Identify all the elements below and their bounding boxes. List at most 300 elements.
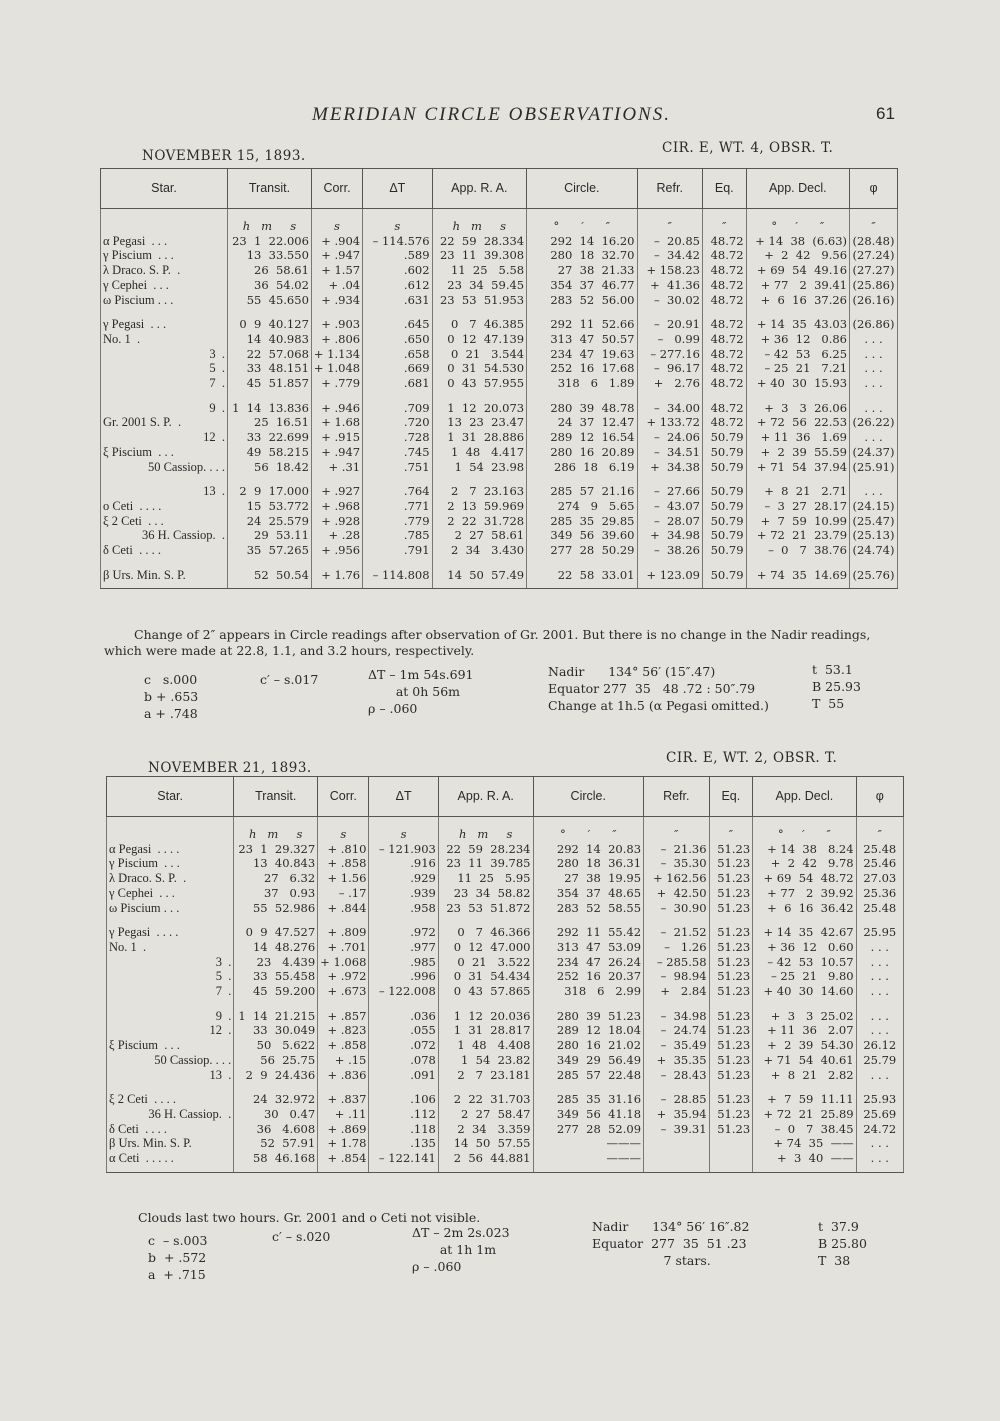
- cell-app-decl: – 25 21 9.80: [753, 969, 856, 984]
- cell-refr: [637, 307, 702, 317]
- cell-corr: + 1.134: [311, 347, 362, 362]
- cell-app-decl: + 2 39 54.30: [753, 1038, 856, 1053]
- table-row: [107, 940, 904, 955]
- cell-circle: ———: [533, 1136, 644, 1151]
- cell-eq: 50.79: [702, 543, 746, 558]
- cell-transit: 1 14 21.215: [234, 1009, 318, 1024]
- cell-app-decl: – 0 7 38.76: [746, 543, 849, 558]
- cell-delta-t: .771: [363, 499, 432, 514]
- cell-eq: 50.79: [702, 445, 746, 460]
- cell-corr: + .857: [318, 1009, 369, 1024]
- cell-eq: 48.72: [702, 401, 746, 416]
- cell-eq: 48.72: [702, 248, 746, 263]
- cell-corr: + .673: [318, 984, 369, 999]
- cell-app-decl: + 69 54 49.16: [746, 263, 849, 278]
- cell-app-decl: [746, 474, 849, 484]
- cell-star: 7 .: [101, 376, 228, 391]
- cell-delta-t: [363, 391, 432, 401]
- row-spacer: [107, 999, 904, 1009]
- cell-app-decl: + 14 38 (6.63): [746, 234, 849, 249]
- cell-circle: [527, 307, 637, 317]
- cell-transit: 56 18.42: [228, 460, 312, 475]
- cell-app-decl: [746, 391, 849, 401]
- cell-transit: 56 25.75: [234, 1053, 318, 1068]
- unit-label-delta-t: s: [363, 209, 432, 234]
- cell-delta-t: [369, 999, 438, 1009]
- cell-refr: – 285.58: [644, 955, 710, 970]
- cell-circle: 27 38 19.95: [533, 871, 644, 886]
- unit-label-corr: s: [311, 209, 362, 234]
- cell-transit: 0 9 47.527: [234, 925, 318, 940]
- cell-circle: 285 35 29.85: [527, 514, 637, 529]
- cell-phi: 25.95: [856, 925, 903, 940]
- cell-transit: 14 48.276: [234, 940, 318, 955]
- cell-eq: 51.23: [709, 886, 753, 901]
- cell-corr: + .858: [318, 1038, 369, 1053]
- cell-eq: [702, 474, 746, 484]
- cell-transit: 35 57.265: [228, 543, 312, 558]
- footer-collimation-nov15: c′ – s.017: [260, 672, 319, 687]
- cell-phi: (24.37): [850, 445, 898, 460]
- column-header-refr: Refr.: [637, 169, 702, 209]
- cell-refr: – 34.51: [637, 445, 702, 460]
- cell-corr: [318, 999, 369, 1009]
- cell-app-ra: 22 59 28.334: [432, 234, 527, 249]
- cell-delta-t: .072: [369, 1038, 438, 1053]
- cell-app-ra: 2 56 44.881: [438, 1151, 533, 1172]
- table-row: [107, 1092, 904, 1107]
- cell-app-decl: + 40 30 15.93: [746, 376, 849, 391]
- cell-refr: + 133.72: [637, 415, 702, 430]
- cell-corr: + .810: [318, 842, 369, 857]
- cell-refr: + 34.98: [637, 528, 702, 543]
- cell-star: 12 .: [107, 1023, 234, 1038]
- cell-app-decl: + 77 2 39.92: [753, 886, 856, 901]
- cell-corr: + .806: [311, 332, 362, 347]
- cell-delta-t: .996: [369, 969, 438, 984]
- cell-refr: – 21.52: [644, 925, 710, 940]
- cell-circle: 280 18 32.70: [527, 248, 637, 263]
- cell-delta-t: .658: [363, 347, 432, 362]
- cell-transit: 36 4.608: [234, 1122, 318, 1137]
- cell-app-decl: + 11 36 1.69: [746, 430, 849, 445]
- cell-star: γ Pegasi . . .: [101, 317, 228, 332]
- cell-star: ξ Piscium . . .: [101, 445, 228, 460]
- cell-app-decl: + 3 3 25.02: [753, 1009, 856, 1024]
- cell-delta-t: .785: [363, 528, 432, 543]
- cell-delta-t: .977: [369, 940, 438, 955]
- cell-circle: 285 57 22.48: [533, 1068, 644, 1083]
- cell-app-ra: 2 27 58.61: [432, 528, 527, 543]
- cell-app-ra: 23 34 59.45: [432, 278, 527, 293]
- table-row: [107, 984, 904, 999]
- cell-app-ra: 2 22 31.728: [432, 514, 527, 529]
- cell-star: λ Draco. S. P. .: [101, 263, 228, 278]
- cell-eq: 51.23: [709, 940, 753, 955]
- cell-transit: 33 30.049: [234, 1023, 318, 1038]
- cell-transit: 50 5.622: [234, 1038, 318, 1053]
- cell-star: 13 .: [107, 1068, 234, 1083]
- cell-app-decl: + 2 39 55.59: [746, 445, 849, 460]
- cell-delta-t: .681: [363, 376, 432, 391]
- cell-phi: . . .: [856, 984, 903, 999]
- cell-delta-t: .779: [363, 514, 432, 529]
- cell-star: β Urs. Min. S. P.: [101, 568, 228, 589]
- table-row: [101, 361, 898, 376]
- table-row: [107, 1122, 904, 1137]
- cell-star: [107, 999, 234, 1009]
- cell-app-ra: 23 53 51.872: [438, 901, 533, 916]
- cell-delta-t: .764: [363, 484, 432, 499]
- cell-phi: (25.13): [850, 528, 898, 543]
- row-spacer: [101, 474, 898, 484]
- cell-refr: + 123.09: [637, 568, 702, 589]
- cell-delta-t: .972: [369, 925, 438, 940]
- cell-app-decl: + 74 35 ——: [753, 1136, 856, 1151]
- cell-refr: + 158.23: [637, 263, 702, 278]
- cell-circle: 349 29 56.49: [533, 1053, 644, 1068]
- cell-app-decl: [753, 1082, 856, 1092]
- cell-corr: + 1.57: [311, 263, 362, 278]
- cell-eq: [702, 391, 746, 401]
- column-header-transit: Transit.: [228, 169, 312, 209]
- cell-app-ra: 11 25 5.58: [432, 263, 527, 278]
- column-header-app-ra: App. R. A.: [438, 777, 533, 817]
- cell-transit: 37 0.93: [234, 886, 318, 901]
- cell-star: ο Ceti . . . .: [101, 499, 228, 514]
- cell-eq: 50.79: [702, 528, 746, 543]
- cell-star: 7 .: [107, 984, 234, 999]
- cell-corr: + .928: [311, 514, 362, 529]
- cell-app-ra: 1 12 20.073: [432, 401, 527, 416]
- cell-corr: + 1.68: [311, 415, 362, 430]
- cell-refr: – 30.02: [637, 293, 702, 308]
- cell-app-ra: 23 53 51.953: [432, 293, 527, 308]
- cell-app-ra: [438, 1082, 533, 1092]
- cell-phi: 27.03: [856, 871, 903, 886]
- cell-app-decl: + 36 12 0.86: [746, 332, 849, 347]
- cell-star: ξ 2 Ceti . . . .: [107, 1092, 234, 1107]
- cell-circle: 280 16 20.89: [527, 445, 637, 460]
- cell-circle: 292 11 52.66: [527, 317, 637, 332]
- cell-transit: [228, 474, 312, 484]
- cell-circle: 274 9 5.65: [527, 499, 637, 514]
- cell-eq: 48.72: [702, 278, 746, 293]
- cell-phi: 25.48: [856, 842, 903, 857]
- cell-refr: – 34.00: [637, 401, 702, 416]
- unit-label-app-ra: h m s: [432, 209, 527, 234]
- cell-delta-t: .791: [363, 543, 432, 558]
- cell-phi: 25.93: [856, 1092, 903, 1107]
- cell-circle: 285 35 31.16: [533, 1092, 644, 1107]
- cell-app-ra: 0 43 57.955: [432, 376, 527, 391]
- cell-refr: – 96.17: [637, 361, 702, 376]
- unit-label-corr: s: [318, 817, 369, 842]
- cell-circle: [533, 1082, 644, 1092]
- cell-delta-t: [363, 558, 432, 568]
- cell-corr: + .28: [311, 528, 362, 543]
- table-row: [107, 1053, 904, 1068]
- observation-table-nov21: [106, 776, 904, 1173]
- cell-refr: – 21.36: [644, 842, 710, 857]
- cell-app-decl: – 42 53 6.25: [746, 347, 849, 362]
- cell-delta-t: [363, 474, 432, 484]
- cell-delta-t: .055: [369, 1023, 438, 1038]
- cell-star: λ Draco. S. P. .: [107, 871, 234, 886]
- cell-app-decl: + 8 21 2.82: [753, 1068, 856, 1083]
- cell-star: 50 Cassiop. . . .: [101, 460, 228, 475]
- cell-circle: [527, 558, 637, 568]
- cell-corr: + .15: [318, 1053, 369, 1068]
- cell-circle: 24 37 12.47: [527, 415, 637, 430]
- cell-delta-t: – 121.903: [369, 842, 438, 857]
- cell-star: [101, 474, 228, 484]
- cell-app-decl: [746, 558, 849, 568]
- cell-delta-t: [369, 915, 438, 925]
- footer-nadir-nov21: Nadir 134° 56′ 16″.82 Equator 277 35 51 .23 7 stars.: [592, 1219, 750, 1268]
- cell-corr: + .823: [318, 1023, 369, 1038]
- cell-corr: + .04: [311, 278, 362, 293]
- cell-app-ra: 2 7 23.181: [438, 1068, 533, 1083]
- cell-refr: – 1.26: [644, 940, 710, 955]
- cell-eq: [709, 1151, 753, 1172]
- cell-transit: [228, 558, 312, 568]
- cell-refr: – 24.74: [644, 1023, 710, 1038]
- unit-label-refr: ″: [637, 209, 702, 234]
- cell-circle: 22 58 33.01: [527, 568, 637, 589]
- column-header-app-decl: App. Decl.: [753, 777, 856, 817]
- cell-star: [101, 558, 228, 568]
- cell-app-ra: 0 12 47.000: [438, 940, 533, 955]
- cell-eq: 51.23: [709, 856, 753, 871]
- cell-eq: 48.72: [702, 332, 746, 347]
- cell-star: [107, 1082, 234, 1092]
- cell-circle: 286 18 6.19: [527, 460, 637, 475]
- cell-transit: 45 59.200: [234, 984, 318, 999]
- cell-phi: 24.72: [856, 1122, 903, 1137]
- column-header-eq: Eq.: [709, 777, 753, 817]
- cell-eq: 51.23: [709, 1068, 753, 1083]
- cell-delta-t: .720: [363, 415, 432, 430]
- cell-circle: 354 37 46.77: [527, 278, 637, 293]
- cell-refr: – 39.31: [644, 1122, 710, 1137]
- cell-app-ra: 13 23 23.47: [432, 415, 527, 430]
- cell-corr: + 1.068: [318, 955, 369, 970]
- section-date-nov15: NOVEMBER 15, 1893.: [142, 148, 306, 164]
- cell-star: ω Piscium . . .: [101, 293, 228, 308]
- cell-transit: 55 45.650: [228, 293, 312, 308]
- cell-app-ra: 2 34 3.430: [432, 543, 527, 558]
- cell-app-ra: 0 31 54.530: [432, 361, 527, 376]
- table-row: [101, 445, 898, 460]
- section-cir-nov21: CIR. E, WT. 2, OBSR. T.: [666, 750, 838, 766]
- cell-delta-t: .958: [369, 901, 438, 916]
- row-spacer: [107, 1082, 904, 1092]
- cell-refr: [644, 999, 710, 1009]
- cell-eq: 51.23: [709, 871, 753, 886]
- cell-refr: + 2.76: [637, 376, 702, 391]
- cell-circle: 234 47 26.24: [533, 955, 644, 970]
- cell-app-decl: + 14 35 42.67: [753, 925, 856, 940]
- table-row: [107, 1038, 904, 1053]
- cell-app-ra: 0 7 46.385: [432, 317, 527, 332]
- cell-transit: 14 40.983: [228, 332, 312, 347]
- cell-corr: + .947: [311, 445, 362, 460]
- cell-app-ra: 14 50 57.49: [432, 568, 527, 589]
- cell-refr: – 35.30: [644, 856, 710, 871]
- cell-phi: . . .: [850, 401, 898, 416]
- unit-label-eq: ″: [702, 209, 746, 234]
- cell-phi: [850, 474, 898, 484]
- cell-delta-t: .135: [369, 1136, 438, 1151]
- cell-app-decl: [753, 915, 856, 925]
- cell-circle: 27 38 21.33: [527, 263, 637, 278]
- cell-circle: 283 52 58.55: [533, 901, 644, 916]
- cell-transit: 24 25.579: [228, 514, 312, 529]
- cell-circle: 252 16 20.37: [533, 969, 644, 984]
- cell-star: 50 Cassiop. . . .: [107, 1053, 234, 1068]
- unit-label-circle: ° ′ ″: [527, 209, 637, 234]
- cell-circle: 283 52 56.00: [527, 293, 637, 308]
- column-header-circle: Circle.: [533, 777, 644, 817]
- cell-refr: – 43.07: [637, 499, 702, 514]
- cell-eq: 51.23: [709, 969, 753, 984]
- cell-delta-t: .929: [369, 871, 438, 886]
- cell-phi: 26.12: [856, 1038, 903, 1053]
- cell-star: [107, 915, 234, 925]
- cell-circle: 280 39 48.78: [527, 401, 637, 416]
- row-spacer: [101, 391, 898, 401]
- cell-corr: + .927: [311, 484, 362, 499]
- cell-corr: + .836: [318, 1068, 369, 1083]
- cell-corr: + .946: [311, 401, 362, 416]
- cell-eq: 50.79: [702, 460, 746, 475]
- cell-circle: 277 28 52.09: [533, 1122, 644, 1137]
- cell-app-ra: [432, 307, 527, 317]
- column-header-star: Star.: [107, 777, 234, 817]
- cell-circle: 234 47 19.63: [527, 347, 637, 362]
- table-row: [101, 499, 898, 514]
- cell-transit: 25 16.51: [228, 415, 312, 430]
- cell-eq: 51.23: [709, 955, 753, 970]
- cell-refr: + 41.36: [637, 278, 702, 293]
- cell-transit: 58 46.168: [234, 1151, 318, 1172]
- cell-app-decl: + 74 35 14.69: [746, 568, 849, 589]
- cell-phi: . . .: [856, 969, 903, 984]
- column-header-star: Star.: [101, 169, 228, 209]
- cell-star: ω Piscium . . .: [107, 901, 234, 916]
- cell-app-decl: + 7 59 10.99: [746, 514, 849, 529]
- cell-phi: [850, 391, 898, 401]
- cell-eq: 50.79: [702, 514, 746, 529]
- column-header-delta-t: ΔT: [363, 169, 432, 209]
- cell-app-decl: + 71 54 37.94: [746, 460, 849, 475]
- cell-delta-t: [369, 1082, 438, 1092]
- cell-corr: [311, 558, 362, 568]
- column-header-app-ra: App. R. A.: [432, 169, 527, 209]
- cell-refr: – 20.91: [637, 317, 702, 332]
- cell-app-ra: 0 21 3.522: [438, 955, 533, 970]
- cell-star: β Urs. Min. S. P.: [107, 1136, 234, 1151]
- cell-circle: 313 47 53.09: [533, 940, 644, 955]
- cell-circle: 349 56 41.18: [533, 1107, 644, 1122]
- cell-transit: 23 4.439: [234, 955, 318, 970]
- cell-app-ra: 23 11 39.308: [432, 248, 527, 263]
- table-row: [101, 376, 898, 391]
- cell-star: γ Piscium . . .: [101, 248, 228, 263]
- cell-star: γ Pegasi . . . .: [107, 925, 234, 940]
- unit-label-eq: ″: [709, 817, 753, 842]
- cell-transit: 23 1 29.327: [234, 842, 318, 857]
- unit-label-transit: h m s: [234, 817, 318, 842]
- cell-app-ra: 2 34 3.359: [438, 1122, 533, 1137]
- cell-phi: 25.46: [856, 856, 903, 871]
- column-header-app-decl: App. Decl.: [746, 169, 849, 209]
- cell-circle: 354 37 48.65: [533, 886, 644, 901]
- column-header-transit: Transit.: [234, 777, 318, 817]
- section-note-nov21: Clouds last two hours. Gr. 2001 and ο Ceti not visible.: [138, 1210, 481, 1225]
- cell-phi: (25.91): [850, 460, 898, 475]
- cell-transit: 33 22.699: [228, 430, 312, 445]
- cell-circle: ———: [533, 1151, 644, 1172]
- cell-eq: 51.23: [709, 1092, 753, 1107]
- cell-phi: . . .: [850, 361, 898, 376]
- cell-star: ξ 2 Ceti . . .: [101, 514, 228, 529]
- cell-transit: 29 53.11: [228, 528, 312, 543]
- cell-refr: – 30.90: [644, 901, 710, 916]
- footer-clock-nov21: ΔT – 2m 2s.023 at 1h 1m ρ – .060: [412, 1225, 510, 1274]
- table-row: [107, 842, 904, 857]
- cell-eq: 51.23: [709, 984, 753, 999]
- cell-delta-t: .078: [369, 1053, 438, 1068]
- row-spacer: [101, 558, 898, 568]
- cell-phi: . . .: [850, 347, 898, 362]
- cell-app-decl: + 14 35 43.03: [746, 317, 849, 332]
- cell-eq: [702, 558, 746, 568]
- cell-star: No. 1 .: [107, 940, 234, 955]
- cell-eq: 51.23: [709, 1023, 753, 1038]
- cell-app-ra: [432, 558, 527, 568]
- footer-constants-nov21: c – s.003 b + .572 a + .715: [148, 1233, 208, 1282]
- cell-delta-t: .118: [369, 1122, 438, 1137]
- cell-corr: + 1.56: [318, 871, 369, 886]
- cell-corr: [311, 307, 362, 317]
- cell-transit: [234, 999, 318, 1009]
- cell-app-ra: 2 13 59.969: [432, 499, 527, 514]
- footer-constants-nov15: c s.000 b + .653 a + .748: [144, 672, 199, 721]
- cell-delta-t: .751: [363, 460, 432, 475]
- table-row: [101, 484, 898, 499]
- cell-app-ra: [432, 391, 527, 401]
- column-header-delta-t: ΔT: [369, 777, 438, 817]
- cell-phi: (26.16): [850, 293, 898, 308]
- cell-delta-t: .939: [369, 886, 438, 901]
- cell-delta-t: .602: [363, 263, 432, 278]
- cell-transit: 1 14 13.836: [228, 401, 312, 416]
- cell-app-decl: + 6 16 37.26: [746, 293, 849, 308]
- cell-app-ra: [438, 999, 533, 1009]
- cell-corr: [318, 915, 369, 925]
- table-row: [101, 234, 898, 249]
- cell-phi: . . .: [850, 376, 898, 391]
- unit-label-delta-t: s: [369, 817, 438, 842]
- cell-corr: + .844: [318, 901, 369, 916]
- cell-star: Gr. 2001 S. P. .: [101, 415, 228, 430]
- cell-corr: [318, 1082, 369, 1092]
- cell-eq: 51.23: [709, 1009, 753, 1024]
- cell-transit: 13 33.550: [228, 248, 312, 263]
- cell-star: δ Ceti . . . .: [101, 543, 228, 558]
